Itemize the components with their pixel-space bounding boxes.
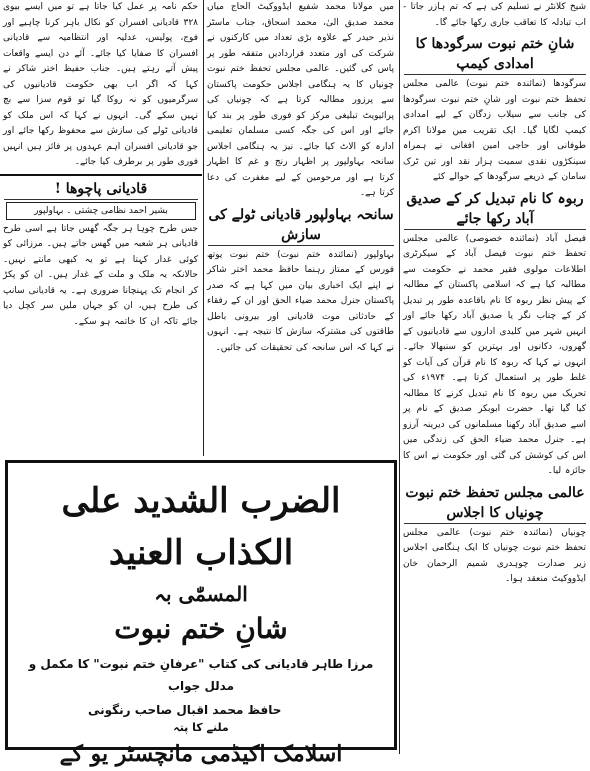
article-rabwah-rename: فیصل آباد (نمائندہ خصوصی) عالمی مجلس تحفظ ختم نبوت فیصل آباد کے سیکرٹری اطلاعات مولوی فقیر محمد نے حکومت سے مطالبہ کیا ہے کہ اسلامی پاکستان کے مطالبہ کے پیش نظر ربوہ کا نام باقاعدہ طور پر تبدیل کر کے چناب نگر یا صدیق آباد رکھا جائے اور انہیں شہر میں کلیدی اداروں سے قادیانیوں کے گھروں، دکانوں اور بہترین کو سنبھالا جائے۔ انہوں نے کہا کہ ربوہ کا نام قرآن کی آیات کو غلط طور پر استعمال کرتا ہے۔ ۱۹۷۴ء کی تحریک میں ربوہ کا نام تبدیل کرنے کا مطالبہ کیا گیا تھا۔ حضرت ابوبکر صدیق کے نام پر اسے صدیق آباد رکھنا مسلمانوں کی دیرینہ آرزو ہے۔ جنرل محمد ضیاء الحق کی زندگی میں اس کی کوشش کی گئی اور حکومت نے اس کا جائزہ لیا۔ <box>403 233 586 476</box>
author-box: بشیر احمد نظامی چشتی ۔ بہاولپور <box>6 202 196 220</box>
ad-author: حافظ محمد اقبال صاحب رنگونی <box>88 703 282 717</box>
divider <box>0 174 202 176</box>
ad-subtitle-arabic: المسمّٰی بہ <box>154 582 248 606</box>
headline-chunian-meeting: عالمی مجلس تحفظ ختم نبوت چونیاں کا اجلاس <box>404 483 586 524</box>
ad-contact-label: ملنے کا پتہ <box>173 721 229 734</box>
article-chunian-meeting: چونیاں (نمائندہ ختم نبوت) عالمی مجلس تحفظ ختم نبوت چونیاں کا ایک ہنگامی اجلاس زیر صدارت چوہدری شمیم الرحمان خان ایڈووکیٹ منعقد ہوا۔ <box>403 527 586 584</box>
ad-description: مرزا طاہر قادیانی کی کتاب "عرفانِ ختم نبوت" کا مکمل و مدلل جواب <box>28 657 374 693</box>
headline-bahawalpur-conspiracy: سانحہ بہاولپور قادیانی ٹولے کی سازش <box>208 205 394 246</box>
ad-title-arabic: الضرب الشدید علی الکذاب العنید <box>61 481 341 573</box>
article-bahawalpur-conspiracy: بہاولپور (نمائندہ ختم نبوت) ختم نبوت یوتھ فورس کے ممتاز رہنما حافظ محمد اختر شاکر نے اپنے ایک اخباری بیان میں کہا ہے کہ صدر پاکستان جنرل محمد ضیاء الحق اور ان کے رفقاء کے حادثاتی موت قادیانی اور بیرونی باطل طاقتوں کی مشترکہ سازش کا نتیجہ ہے۔ انہوں نے کہا کہ اس سانحہ کی تحقیقات کی جائیں۔ <box>207 249 394 353</box>
article-qadiani-rat: جس طرح چوہا ہر جگہ گھس جاتا ہے اسی طرح قادیانی ہر شعبہ میں گھس جاتے ہیں۔ مرزائی کو کوئی غدار کہتا ہے تو یہ کبھی مانتے نہیں۔ حالانکہ یہ ملک و ملت کے غدار ہیں۔ ان کو پکڑ کر انجام تک پہنچانا ضروری ہے۔ یہ قادیانی سانپ کی طرح ہیں، ان کو جہاں ملیں سر کچل دیا جائے تاکہ ان کا خاتمہ ہو سکے۔ <box>3 223 198 327</box>
article-officers: حکم نامہ پر عمل کیا جاتا ہے تو میں ایسے بیوی ۳۲۸ قادیانی افسران کو نکال باہر کرنا چاہیے اور فوج، پولیس، عدلیہ اور انتظامیہ سے قادیانی افسران کا صفایا کیا جائے۔ آئے دن ایسے واقعات پیش آتے رہتے ہیں۔ جناب حفیظ اختر شاکر نے کہا کہ اگر اب بھی حکومت قادیانیوں کی سرگرمیوں کو نہ روکا گیا تو قوم سزا سے بچ نہیں سکے گی۔ انہوں نے کہا کہ اس ملک کو قادیانی ٹولے کی سازش سے محفوظ رکھا جائے اور جو قادیانی افسران اہم عہدوں پر فائز ہیں انہیں فوری طور پر برطرف کیا جائے۔ <box>3 2 198 167</box>
article-relief-camp: سرگودھا (نمائندہ ختم نبوت) عالمی مجلس تحفظ ختم نبوت اور شانِ ختم نبوت سرگودھا کی جانب سے سیلاب زدگان کے لیے امدادی کیمپ لگایا گیا۔ ایک تقریب میں مولانا اکرم طوفانی اور حاجی امین افغانی نے ہمراہ سینکڑوں نقدی سمیت ہزار نقد اور تین ٹرک سامان کے ذریعے سرگودھا کے حوالے کئے <box>403 79 586 182</box>
headline-relief-camp: شانِ ختم نبوت سرگودھا کا امدادی کیمپ <box>404 34 586 75</box>
article-chunian-cont: میں مولانا محمد شفیع ایڈووکیٹ الحاج میاں محمد صدیق الیٰ، محمد اسحاق، جناب ماسٹر نذیر حیدر کے علاوہ بڑی تعداد میں کارکنوں نے شرکت کی اور متعدد قراردادیں متفقہ طور پر پاس کی گئیں۔ عالمی مجلس تحفظ ختم نبوت چونیاں کا یہ ہنگامی اجلاس حکومت پاکستان سے پرزور مطالبہ کرتا ہے کہ چونیاں کی پرائیویٹ تبلیغی مرکز کو فوری طور پر بند کیا جائے اور اس کی جگہ کسی مسلمان تعلیمی ادارہ کو الاٹ کیا جائے۔ نیز یہ ہنگامی اجلاس سانحہ بہاولپور پر اظہار رنج و غم کا اظہار کرتا ہے اور مرحومین کے لیے مغفرت کی دعا کرتا ہے۔ <box>207 2 394 198</box>
right-column <box>399 0 590 754</box>
ad-title-urdu: شانِ ختم نبوت <box>114 612 288 645</box>
ad-publisher: اسلامک اکیڈمی مانچسٹر یو کے <box>59 741 343 767</box>
book-advertisement <box>5 460 397 767</box>
headline-qadiani-rat: قادیانی پاچوھا ! <box>4 179 198 200</box>
intro-text: شیخ کلانٹر نے تسلیم کی ہے کہ تم ہازر جاتا - اب تبادلہ کا تعاقب جاری رکھا جائے گا۔ <box>403 2 586 28</box>
left-column <box>0 0 202 456</box>
middle-column <box>203 0 398 456</box>
headline-rabwah-rename: ربوہ کا نام تبدیل کر کے صدیق آباد رکھا جائے <box>404 189 586 230</box>
